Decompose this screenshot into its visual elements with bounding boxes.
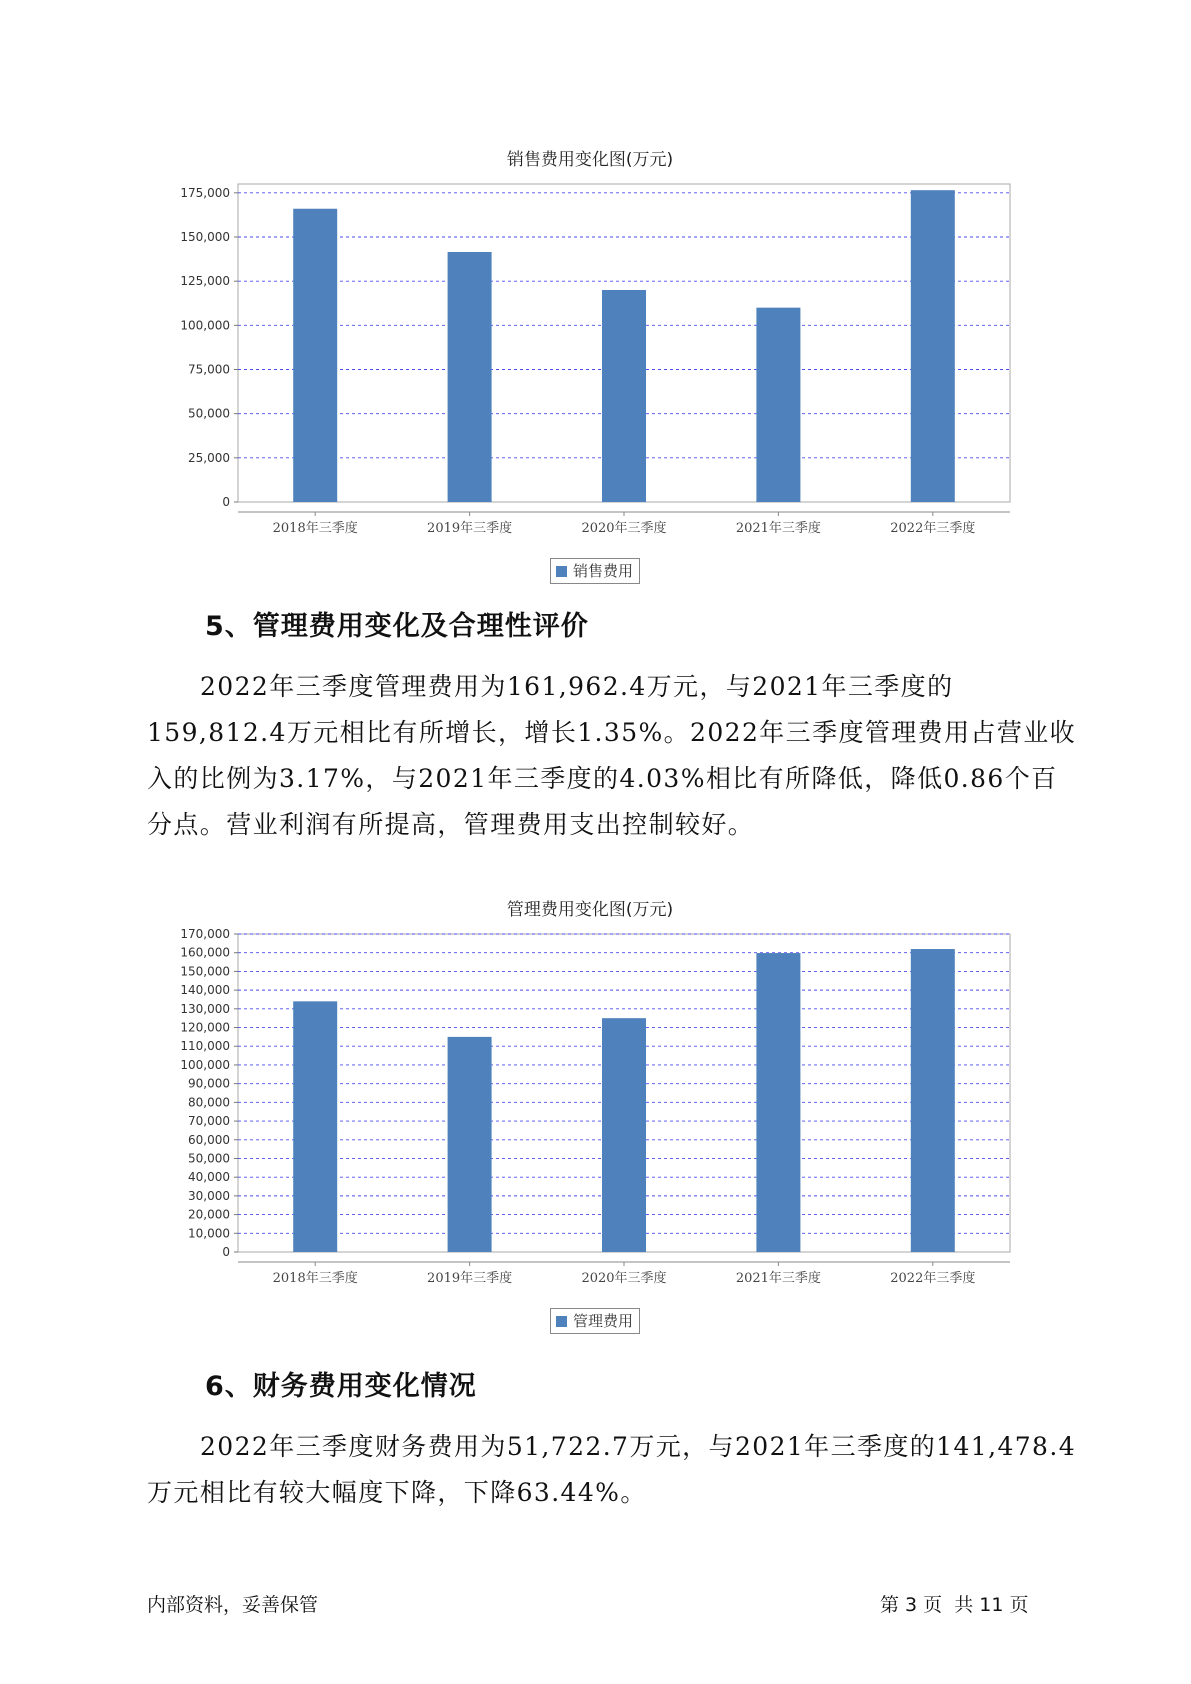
chart-legend (550, 558, 640, 584)
x-tick-label: 2019年三季度 (427, 521, 513, 536)
y-tick-label: 150,000 (180, 964, 230, 979)
y-tick-label: 10,000 (188, 1226, 230, 1241)
y-tick-label: 0 (222, 495, 230, 509)
bar (448, 252, 492, 502)
chart-title: 销售费用变化图(万元) (506, 150, 674, 170)
chart-legend (550, 1308, 640, 1334)
y-tick-label: 100,000 (180, 1057, 230, 1072)
x-tick-label: 2018年三季度 (272, 1271, 358, 1286)
sales-expense-chart (160, 140, 1020, 590)
y-tick-label: 160,000 (180, 945, 230, 960)
section-6-paragraph: 2022年三季度财务费用为51,722.7万元，与2021年三季度的141,478.4万元相比有较大幅度下降，下降63.44%。 (147, 1432, 1077, 1507)
y-tick-label: 75,000 (188, 362, 230, 377)
bar (602, 290, 646, 502)
y-tick-label: 50,000 (188, 406, 230, 421)
bar (293, 1001, 337, 1252)
y-tick-label: 20,000 (188, 1207, 230, 1222)
page-number: 第 3 页 共 11 页 (880, 1594, 1029, 1616)
y-tick-label: 50,000 (188, 1151, 230, 1166)
chart-svg (160, 180, 1020, 580)
legend-swatch (556, 566, 567, 577)
x-tick-label: 2018年三季度 (272, 521, 358, 536)
y-tick-label: 70,000 (188, 1114, 230, 1129)
y-tick-label: 170,000 (180, 927, 230, 941)
x-tick-label: 2020年三季度 (581, 521, 667, 536)
x-tick-label: 2021年三季度 (735, 1271, 821, 1286)
y-tick-label: 0 (222, 1245, 230, 1259)
y-tick-label: 60,000 (188, 1132, 230, 1147)
y-tick-label: 30,000 (188, 1188, 230, 1203)
section-5-heading: 5、管理费用变化及合理性评价 (205, 611, 589, 642)
y-tick-label: 140,000 (180, 983, 230, 998)
bar (911, 190, 955, 502)
y-tick-label: 25,000 (188, 450, 230, 465)
x-tick-label: 2022年三季度 (890, 521, 976, 536)
y-tick-label: 40,000 (188, 1170, 230, 1185)
y-tick-label: 125,000 (180, 274, 230, 289)
x-tick-label: 2020年三季度 (581, 1271, 667, 1286)
bar (602, 1018, 646, 1252)
y-tick-label: 120,000 (180, 1020, 230, 1035)
bar (448, 1037, 492, 1252)
legend-label: 销售费用 (573, 562, 634, 580)
y-tick-label: 90,000 (188, 1076, 230, 1091)
chart-title: 管理费用变化图(万元) (506, 900, 674, 920)
y-tick-label: 175,000 (180, 185, 230, 200)
x-tick-label: 2019年三季度 (427, 1271, 513, 1286)
admin-expense-chart (160, 890, 1020, 1340)
y-tick-label: 100,000 (180, 318, 230, 333)
y-tick-label: 150,000 (180, 230, 230, 244)
x-tick-label: 2022年三季度 (890, 1271, 976, 1286)
bar (756, 308, 800, 502)
legend-swatch (556, 1316, 567, 1327)
bar (756, 953, 800, 1252)
y-tick-label: 110,000 (180, 1039, 230, 1054)
footer-note: 内部资料，妥善保管 (147, 1594, 319, 1616)
bar (293, 209, 337, 502)
bar (911, 949, 955, 1252)
x-tick-label: 2021年三季度 (735, 521, 821, 536)
y-tick-label: 130,000 (180, 1001, 230, 1016)
chart-svg (160, 927, 1020, 1330)
section-6-heading: 6、财务费用变化情况 (205, 1371, 477, 1402)
y-tick-label: 80,000 (188, 1095, 230, 1110)
legend-label: 管理费用 (573, 1312, 634, 1330)
section-5-paragraph: 2022年三季度管理费用为161,962.4万元，与2021年三季度的159,812.4万元相比有所增长，增长1.35%。2022年三季度管理费用占营业收入的比例为3.17%，与2021年三季度的4.03%相比有所降低，降低0.86个百分点。营业利润有所提高，管理费用支出控制较好。 (147, 672, 1077, 839)
